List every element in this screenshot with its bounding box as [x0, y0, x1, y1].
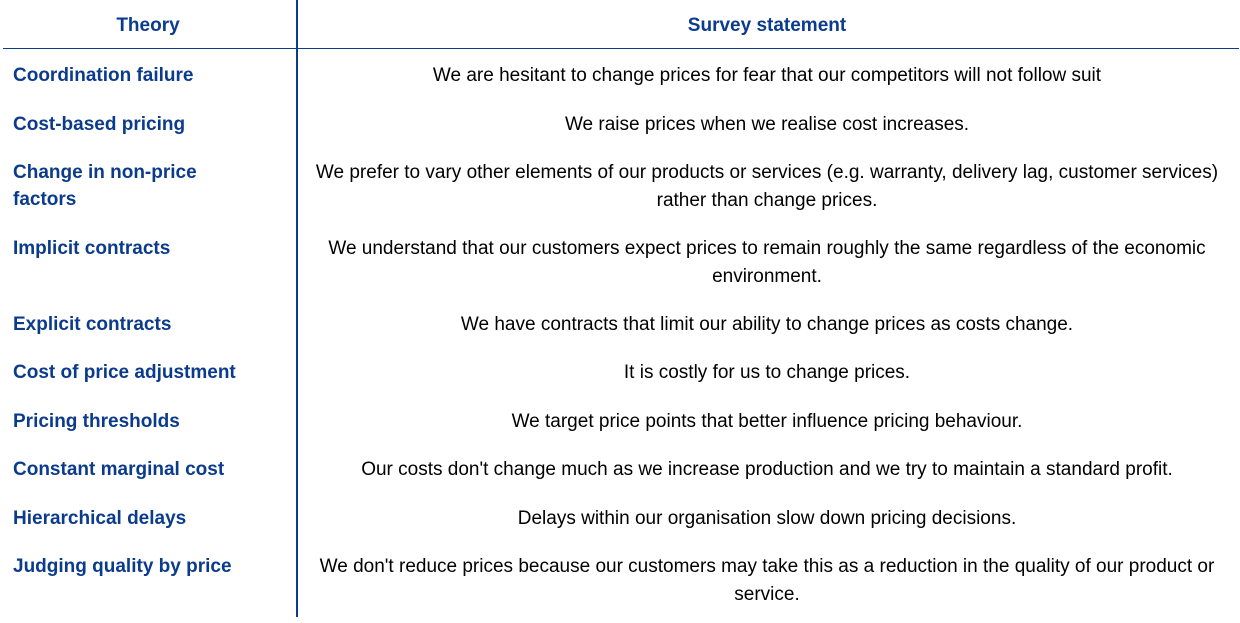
- statement-cell: We raise prices when we realise cost increases.: [564, 114, 970, 135]
- statement-cell: We target price points that better influence pricing behaviour.: [511, 411, 1023, 432]
- statement-cell: We don't reduce prices because our customers may take this as a reduction in the quality of our product or service.: [319, 556, 1215, 605]
- theory-cell: Judging quality by price: [13, 556, 232, 577]
- statement-cell: We have contracts that limit our ability to change prices as costs change.: [460, 314, 1074, 335]
- theory-cell: Cost-based pricing: [13, 114, 186, 135]
- theory-cell: Hierarchical delays: [13, 508, 187, 529]
- theory-cell: Pricing thresholds: [13, 411, 180, 432]
- statement-cell: We are hesitant to change prices for fear that our competitors will not follow suit: [432, 65, 1102, 86]
- statement-cell: It is costly for us to change prices.: [623, 362, 911, 383]
- statement-cell: We prefer to vary other elements of our products or services (e.g. warranty, delivery lag, customer services) rather than change prices.: [315, 162, 1219, 211]
- theory-cell: Change in non-price factors: [13, 162, 197, 210]
- theory-cell: Constant marginal cost: [13, 459, 225, 480]
- statement-cell: We understand that our customers expect prices to remain roughly the same regardless of the economic environment.: [328, 238, 1206, 287]
- statement-cell: Delays within our organisation slow down pricing decisions.: [517, 508, 1017, 529]
- theory-cell: Coordination failure: [13, 65, 194, 86]
- header-divider: [3, 48, 1239, 49]
- column-divider: [296, 0, 298, 617]
- theory-cell: Implicit contracts: [13, 238, 171, 259]
- statement-cell: Our costs don't change much as we increase production and we try to maintain a standard profit.: [361, 459, 1173, 480]
- theory-cell: Cost of price adjustment: [13, 362, 236, 383]
- header-survey-statement: Survey statement: [687, 15, 847, 36]
- header-theory: Theory: [116, 15, 180, 36]
- theory-cell: Explicit contracts: [13, 314, 172, 335]
